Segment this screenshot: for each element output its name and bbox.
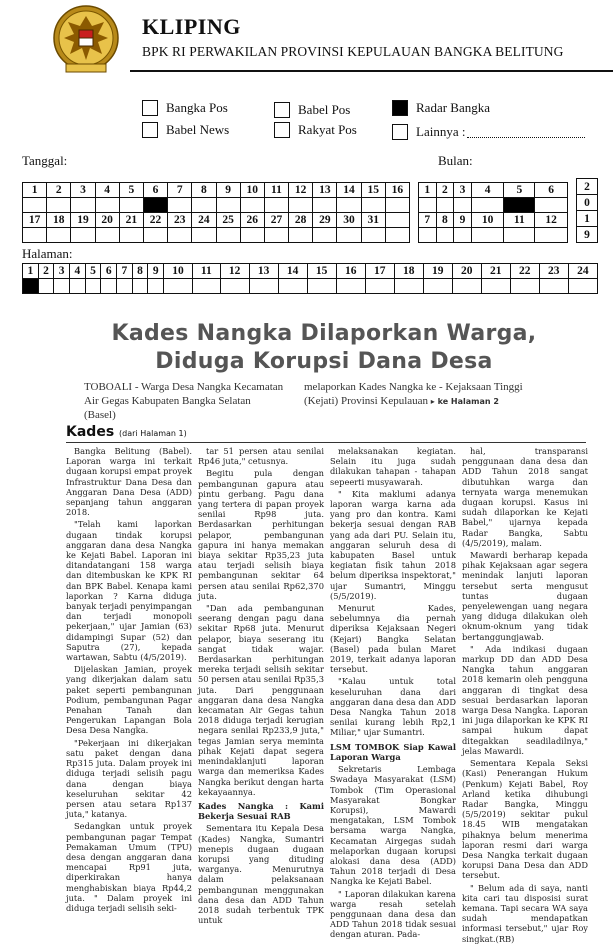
tanggal-cell[interactable]: 31: [361, 213, 385, 228]
tanggal-mark[interactable]: [23, 228, 47, 243]
halaman-cell[interactable]: 9: [148, 264, 164, 279]
bulan-cell[interactable]: 8: [436, 213, 454, 228]
halaman-cell[interactable]: 8: [132, 264, 148, 279]
halaman-cell[interactable]: 4: [70, 264, 86, 279]
checkbox-icon[interactable]: [142, 122, 158, 138]
bulan-mark[interactable]: [535, 228, 568, 243]
bulan-grid: [418, 182, 568, 243]
halaman-mark[interactable]: [54, 279, 70, 294]
lead-right-text: melaporkan Kades Nangka ke - Kejaksaan Tinggi (Kejati) Provinsi Kepulauan: [304, 381, 523, 407]
article-paragraph: " Belum ada di saya, nanti kita cari tau disposisi surat kemana. Tapi secara WA saya sudah mendapatkan informasi tersebut," ujar Roy singkat.(RB): [462, 882, 588, 944]
halaman-mark[interactable]: [307, 279, 336, 294]
lead-right: [304, 380, 534, 409]
option-label: Radar Bangka: [416, 100, 491, 115]
bulan-cell[interactable]: 7: [419, 213, 437, 228]
tanggal-mark[interactable]: [337, 198, 361, 213]
kades-title: Kades: [66, 424, 115, 440]
bulan-number-row: [419, 213, 568, 228]
bulan-cell[interactable]: 2: [436, 183, 454, 198]
halaman-mark[interactable]: [70, 279, 86, 294]
tanggal-cell[interactable]: 15: [361, 183, 385, 198]
article-paragraph: "Kalau untuk total keseluruhan dana dari anggaran dana desa dan ADD Desa Nangka Tahun 2018 senilai kurang lebih Rp2,1 Miliar," ujar Sumantri.: [330, 676, 456, 738]
bpk-emblem-icon: [52, 4, 120, 76]
option-bangka-pos[interactable]: [142, 100, 228, 116]
article-columns: [66, 446, 591, 946]
tanggal-mark-row: [23, 198, 410, 213]
halaman-cell[interactable]: 16: [336, 264, 365, 279]
bulan-mark-row: [419, 228, 568, 243]
checkbox-icon[interactable]: [274, 102, 290, 118]
tanggal-label: Tanggal:: [22, 153, 68, 168]
option-label: Babel News: [166, 122, 230, 137]
article-paragraph: Menurut Kades, sebelumnya dia pernah diperiksa Kejaksaan Negeri (Kejari) Bangka Selatan (Basel) pada bulan Maret 2019, terkait adanya laporan tersebut.: [330, 603, 456, 675]
tanggal-cell[interactable]: 19: [71, 213, 95, 228]
halaman-mark[interactable]: [85, 279, 101, 294]
news-clipping: [66, 318, 588, 944]
bulan-mark[interactable]: [454, 198, 472, 213]
tanggal-mark[interactable]: [289, 198, 313, 213]
halaman-cell[interactable]: 6: [101, 264, 117, 279]
tanggal-cell[interactable]: 16: [385, 183, 409, 198]
halaman-mark[interactable]: [365, 279, 394, 294]
bulan-label: Bulan:: [438, 153, 473, 168]
halaman-mark[interactable]: [193, 279, 221, 294]
tanggal-cell[interactable]: 5: [119, 183, 143, 198]
tanggal-mark[interactable]: [71, 228, 95, 243]
option-label: Bangka Pos: [166, 100, 228, 115]
header-divider: [130, 70, 613, 72]
tanggal-cell[interactable]: 4: [95, 183, 119, 198]
bulan-mark[interactable]: [419, 198, 437, 213]
tanggal-mark[interactable]: [240, 228, 264, 243]
halaman-cell[interactable]: 7: [117, 264, 133, 279]
article-column-4: [462, 446, 588, 946]
article-paragraph: "Telah kami laporkan dugaan tindak korupsi anggaran dana desa Nangka ke Kejati Babel. Laporan ini ditandatangani 158 warga dan ditembuskan ke KPK RI dan BPK Babel. Kenapa kami laporkan ? Karna diduga banyak terjadi penyimpangan dan terjadi monopoli pekerjaan," ujar Jamian (63) didampingi Supar (52) dan Saputra (27), kepada wartawan, Sabtu (4/5/2019).: [66, 519, 192, 663]
halaman-cell[interactable]: 12: [220, 264, 249, 279]
tahun-grid: [576, 178, 598, 243]
tanggal-mark[interactable]: [313, 228, 337, 243]
bulan-mark-row: [419, 198, 568, 213]
halaman-mark[interactable]: [148, 279, 164, 294]
article-paragraph: Mawardi berharap kepada pihak Kejaksaan agar segera menindak lanjuti laporan tersebut serta mengusut tuntas dugaan penyelewengan uang negara yang diduga dilakukan oleh oknum-oknum yang tidak bertanggungjawab.: [462, 550, 588, 642]
bulan-mark[interactable]: [471, 198, 504, 213]
article-paragraph: Sedangkan untuk proyek pembangunan pagar Tempat Pemakaman Umum (TPU) desa dengan anggaran dana mencapai Rp91 juta, diperkirakan hanya menghabiskan biaya Rp44,2 juta. " Dalam proyek ini diduga terjadi selisih seki-: [66, 821, 192, 913]
halaman-cell[interactable]: 17: [365, 264, 394, 279]
option-radar-bangka[interactable]: [392, 100, 490, 116]
tanggal-cell[interactable]: 14: [337, 183, 361, 198]
halaman-number-row: [23, 264, 598, 279]
halaman-cell[interactable]: 15: [307, 264, 336, 279]
tanggal-grid: [22, 182, 410, 243]
article-paragraph: Sekretaris Lembaga Swadaya Masyarakat (LSM) Tombok (Tim Operasional Masyarakat Bongkar Korupsi), Mawardi mengatakan, LSM Tombok bersama warga Nangka, Kecamatan Airgegas sudah melaporkan dugaan korupsi alokasi dana desa (ADD) Tahun 2018 terjadi di Desa Nangka ke Kejati Babel.: [330, 764, 456, 887]
halaman-mark[interactable]: [38, 279, 54, 294]
lead-left: TOBOALI - Warga Desa Nangka Kecamatan Air Gegas Kabupaten Bangka Selatan (Basel): [84, 381, 284, 421]
article-subheading: Kades Nangka : Kami Bekerja Sesuai RAB: [198, 800, 324, 822]
tanggal-cell[interactable]: 27: [264, 213, 288, 228]
checkbox-icon[interactable]: [392, 124, 408, 140]
tanggal-mark-row: [23, 228, 410, 243]
checkbox-icon[interactable]: [142, 100, 158, 116]
tanggal-mark[interactable]: [23, 198, 47, 213]
halaman-cell[interactable]: 18: [394, 264, 423, 279]
article-paragraph: Dijelaskan Jamian, proyek yang dikerjakan dalam satu paket seperti pembangunan Podium, pembangunan Pagar Penahan Tanah dan Pengerukan Lapangan Bola Desa Desa Nangka.: [66, 664, 192, 736]
tanggal-mark[interactable]: [361, 228, 385, 243]
tanggal-cell[interactable]: 3: [71, 183, 95, 198]
halaman-mark[interactable]: [164, 279, 193, 294]
kades-heading: [66, 424, 187, 440]
halaman-mark[interactable]: [539, 279, 568, 294]
option-label: Lainnya :: [416, 124, 466, 139]
tanggal-cell[interactable]: 12: [289, 183, 313, 198]
tanggal-empty-cell: [385, 228, 409, 243]
tahun-digit: 9: [577, 227, 598, 243]
bulan-cell[interactable]: 5: [504, 183, 535, 198]
headline-line-1: Kades Nangka Dilaporkan Warga,: [111, 321, 537, 346]
halaman-mark[interactable]: [452, 279, 481, 294]
option-babel-news[interactable]: [142, 122, 229, 138]
bulan-number-row: [419, 183, 568, 198]
tanggal-cell[interactable]: 18: [47, 213, 71, 228]
halaman-mark[interactable]: [481, 279, 510, 294]
tanggal-mark[interactable]: [47, 228, 71, 243]
tanggal-mark[interactable]: [192, 198, 216, 213]
tanggal-cell[interactable]: 6: [143, 183, 167, 198]
halaman-cell[interactable]: 14: [278, 264, 307, 279]
bulan-cell[interactable]: 10: [471, 213, 504, 228]
article-paragraph: melaksanakan kegiatan. Selain itu juga sudah dilakukan tahapan - tahapan sepeerti musyawarah.: [330, 446, 456, 487]
article-paragraph: "Dan ada pembangunan seerang dengan pagu dana sekitar Rp68 juta. Menurut pelapor, biaya seserang itu sangat tidak wajar. Berdasarkan perhitungan mereka terjadi selisih sekitar 50 persen atau senilai Rp35,3 juta. Dari penggunaan anggaran dana desa Nangka kecamatan Air Gegas tahun 2018 diduga terjadi kerugian negara senilai Rp233,9 juta," tegas Jamian serya meminta pihak Kejati dapat segera menindaklanjuti laporan warga dan memeriksa Kades Nangka berikut dengan harta kekayaannya.: [198, 603, 324, 797]
tahun-digit: 1: [577, 211, 598, 227]
tanggal-cell[interactable]: 29: [313, 213, 337, 228]
tanggal-mark[interactable]: [95, 228, 119, 243]
bulan-mark[interactable]: [419, 228, 437, 243]
checkbox-icon[interactable]: [274, 122, 290, 138]
halaman-cell[interactable]: 1: [23, 264, 39, 279]
bulan-mark[interactable]: [535, 198, 568, 213]
halaman-cell[interactable]: 24: [568, 264, 597, 279]
halaman-mark[interactable]: [220, 279, 249, 294]
tanggal-mark[interactable]: [71, 198, 95, 213]
article-paragraph: " Laporan dilakukan karena warga resah setelah penggunaan dana desa dan ADD Tahun 2018 tidak sesuai dengan aturan. Pada-: [330, 888, 456, 940]
halaman-mark[interactable]: [423, 279, 452, 294]
tanggal-cell[interactable]: 28: [289, 213, 313, 228]
halaman-cell[interactable]: 19: [423, 264, 452, 279]
bulan-mark[interactable]: [471, 228, 504, 243]
halaman-cell[interactable]: 22: [510, 264, 539, 279]
bulan-cell[interactable]: 4: [471, 183, 504, 198]
halaman-grid: [22, 263, 598, 294]
bulan-cell[interactable]: 11: [504, 213, 535, 228]
halaman-mark-filled[interactable]: [23, 279, 39, 294]
tanggal-mark[interactable]: [216, 198, 240, 213]
tanggal-empty-cell: [385, 213, 409, 228]
halaman-cell[interactable]: 10: [164, 264, 193, 279]
tanggal-mark[interactable]: [240, 198, 264, 213]
article-paragraph: Bangka Belitung (Babel). Laporan warga ini terkait dugaan korupsi empat proyek Infrastruktur Dana Desa dan Anggaran Dana Desa (ADD) sepanjang tahun anggaran 2018.: [66, 446, 192, 518]
tanggal-mark-filled[interactable]: [143, 198, 167, 213]
tanggal-mark[interactable]: [95, 198, 119, 213]
halaman-mark-row: [23, 279, 598, 294]
halaman-cell[interactable]: 11: [193, 264, 221, 279]
tahun-digit: 0: [577, 195, 598, 211]
halaman-cell[interactable]: 23: [539, 264, 568, 279]
tanggal-mark[interactable]: [361, 198, 385, 213]
halaman-cell[interactable]: 20: [452, 264, 481, 279]
option-rakyat-pos[interactable]: [274, 122, 357, 138]
option-label: Rakyat Pos: [298, 122, 357, 137]
kades-from: (dari Halaman 1): [119, 429, 187, 438]
bulan-cell[interactable]: 9: [454, 213, 472, 228]
article-paragraph: "Pekerjaan ini dikerjakan satu paket dengan dana Rp315 juta. Dalam proyek ini diduga terjadi selisih pagu dana dengan biaya keseluruhan sekitar 42 persen atau setara Rp137 juta," katanya.: [66, 737, 192, 820]
bulan-cell[interactable]: 1: [419, 183, 437, 198]
halaman-mark[interactable]: [249, 279, 278, 294]
bulan-cell[interactable]: 3: [454, 183, 472, 198]
article-paragraph: " Kita maklumi adanya laporan warga karna ada yang pro dan kontra. Kami bekerja sesuai dengan RAB yang ada dari PU. Selain itu, anggaran seluruh desa di kabupaten Basel untuk kegiatan fisik tahun 2018 belum diperiksa inspektorat," ujar Sumantri, Minggu (5/5/2019).: [330, 488, 456, 601]
tanggal-mark[interactable]: [168, 228, 192, 243]
tanggal-cell[interactable]: 7: [168, 183, 192, 198]
tanggal-cell[interactable]: 13: [313, 183, 337, 198]
page-title: KLIPING: [142, 14, 241, 39]
bulan-cell[interactable]: 6: [535, 183, 568, 198]
halaman-cell[interactable]: 13: [249, 264, 278, 279]
bulan-mark[interactable]: [436, 198, 454, 213]
tanggal-cell[interactable]: 9: [216, 183, 240, 198]
article-paragraph: Sementara Kepala Seksi (Kasi) Penerangan Hukum (Penkum) Kejati Babel, Roy Arland ketika dihubungi Radar Bangka, Minggu (5/5/2019) sekitar pukul 18.45 WIB mengatakan pihaknya belum menerima laporan resmi dari warga Desa Nangka terkait dugaan korupsi Dana Desa dan ADD tersebut.: [462, 758, 588, 881]
tanggal-cell[interactable]: 21: [119, 213, 143, 228]
tanggal-cell[interactable]: 11: [264, 183, 288, 198]
checkbox-checked-icon[interactable]: [392, 100, 408, 116]
halaman-mark[interactable]: [394, 279, 423, 294]
halaman-mark[interactable]: [568, 279, 597, 294]
tanggal-mark[interactable]: [385, 198, 409, 213]
tahun-digit: 2: [577, 179, 598, 195]
bulan-cell[interactable]: 12: [535, 213, 568, 228]
lead-jump-link: ▸ ke Halaman 2: [430, 397, 499, 406]
article-subheading: LSM TOMBOK Siap Kawal Laporan Warga: [330, 741, 456, 762]
tanggal-mark[interactable]: [168, 198, 192, 213]
article-paragraph: " Ada indikasi dugaan markup DD dan ADD Desa Nangka tahun anggaran 2018 kemarin oleh pengguna anggaran di tingkat desa sesuai berdasarkan laporan warga Desa Nangka. Laporan ini juga dilaporkan ke KPK RI sampai hukum dapat ditegakkan seadiladilnya," jelas Mawardi.: [462, 643, 588, 756]
halaman-cell[interactable]: 3: [54, 264, 70, 279]
tanggal-cell[interactable]: 24: [192, 213, 216, 228]
option-babel-pos[interactable]: [274, 102, 350, 118]
tanggal-mark[interactable]: [313, 198, 337, 213]
bulan-mark[interactable]: [454, 228, 472, 243]
halaman-mark[interactable]: [132, 279, 148, 294]
page-subtitle: BPK RI PERWAKILAN PROVINSI KEPULAUAN BANGKA BELITUNG: [142, 44, 564, 59]
tanggal-mark[interactable]: [216, 228, 240, 243]
article-column-2: [198, 446, 324, 946]
article-paragraph: tar 51 persen atau senilai Rp46 juta," cetusnya.: [198, 446, 324, 467]
tanggal-mark[interactable]: [143, 228, 167, 243]
halaman-cell[interactable]: 2: [38, 264, 54, 279]
tanggal-cell[interactable]: 23: [168, 213, 192, 228]
tanggal-mark[interactable]: [264, 198, 288, 213]
tanggal-cell[interactable]: 8: [192, 183, 216, 198]
bulan-mark[interactable]: [436, 228, 454, 243]
halaman-mark[interactable]: [101, 279, 117, 294]
headline-line-2: Diduga Korupsi Dana Desa: [155, 349, 493, 374]
tanggal-cell[interactable]: 20: [95, 213, 119, 228]
halaman-mark[interactable]: [117, 279, 133, 294]
article-paragraph: Sementara itu Kepala Desa (Kades) Nangka, Sumantri menepis dugaan dugaan korupsi yang dituding warganya. Menurutnya dalam pelaksanaan pembangunan menggunakan dana desa dan ADD Tahun 2018 sudah terbentuk TPK untuk: [198, 823, 324, 926]
tanggal-mark[interactable]: [119, 198, 143, 213]
halaman-mark[interactable]: [336, 279, 365, 294]
article-paragraph: hal, transparansi penggunaan dana desa dan ADD Tahun 2018 sangat dibutuhkan warga dan ternyata warga menemukan dugaan korupsi. Kasus ini sudah dilaporkan ke Kejati Babel," ujarnya kepada Radar Bangka, Sabtu (4/5/2019), malam.: [462, 446, 588, 548]
tanggal-number-row: [23, 213, 410, 228]
halaman-cell[interactable]: 21: [481, 264, 510, 279]
tanggal-cell[interactable]: 25: [216, 213, 240, 228]
article-column-3: [330, 446, 456, 946]
tanggal-mark[interactable]: [264, 228, 288, 243]
tanggal-mark[interactable]: [47, 198, 71, 213]
option-label: Babel Pos: [298, 102, 351, 117]
tanggal-cell[interactable]: 1: [23, 183, 47, 198]
bulan-mark-filled[interactable]: [504, 198, 535, 213]
tanggal-cell[interactable]: 17: [23, 213, 47, 228]
tanggal-mark[interactable]: [192, 228, 216, 243]
article-paragraph: Begitu pula dengan pembangunan gapura atau pintu gerbang. Pagu dana yang tertera di papan proyek senilai Rp98 juta. Berdasarkan perhitungan pelapor, pembangunan gapura ini hanya memakan biaya sekitar Rp35,23 juta atau terjadi selisih biaya pembangunan sekitar 64 persen atau senilai Rp62,370 juta.: [198, 468, 324, 601]
tanggal-cell[interactable]: 22: [143, 213, 167, 228]
halaman-mark[interactable]: [278, 279, 307, 294]
tanggal-mark[interactable]: [119, 228, 143, 243]
tanggal-cell[interactable]: 2: [47, 183, 71, 198]
halaman-cell[interactable]: 5: [85, 264, 101, 279]
lainnya-input[interactable]: [467, 126, 585, 138]
article-column-1: [66, 446, 192, 946]
tanggal-cell[interactable]: 30: [337, 213, 361, 228]
halaman-mark[interactable]: [510, 279, 539, 294]
tanggal-number-row: [23, 183, 410, 198]
bulan-mark[interactable]: [504, 228, 535, 243]
header: [0, 0, 613, 96]
kades-divider: [66, 442, 586, 443]
tanggal-cell[interactable]: 10: [240, 183, 264, 198]
halaman-label: Halaman:: [22, 246, 73, 261]
tanggal-mark[interactable]: [289, 228, 313, 243]
tanggal-mark[interactable]: [337, 228, 361, 243]
option-lainnya[interactable]: [392, 124, 585, 140]
tanggal-cell[interactable]: 26: [240, 213, 264, 228]
